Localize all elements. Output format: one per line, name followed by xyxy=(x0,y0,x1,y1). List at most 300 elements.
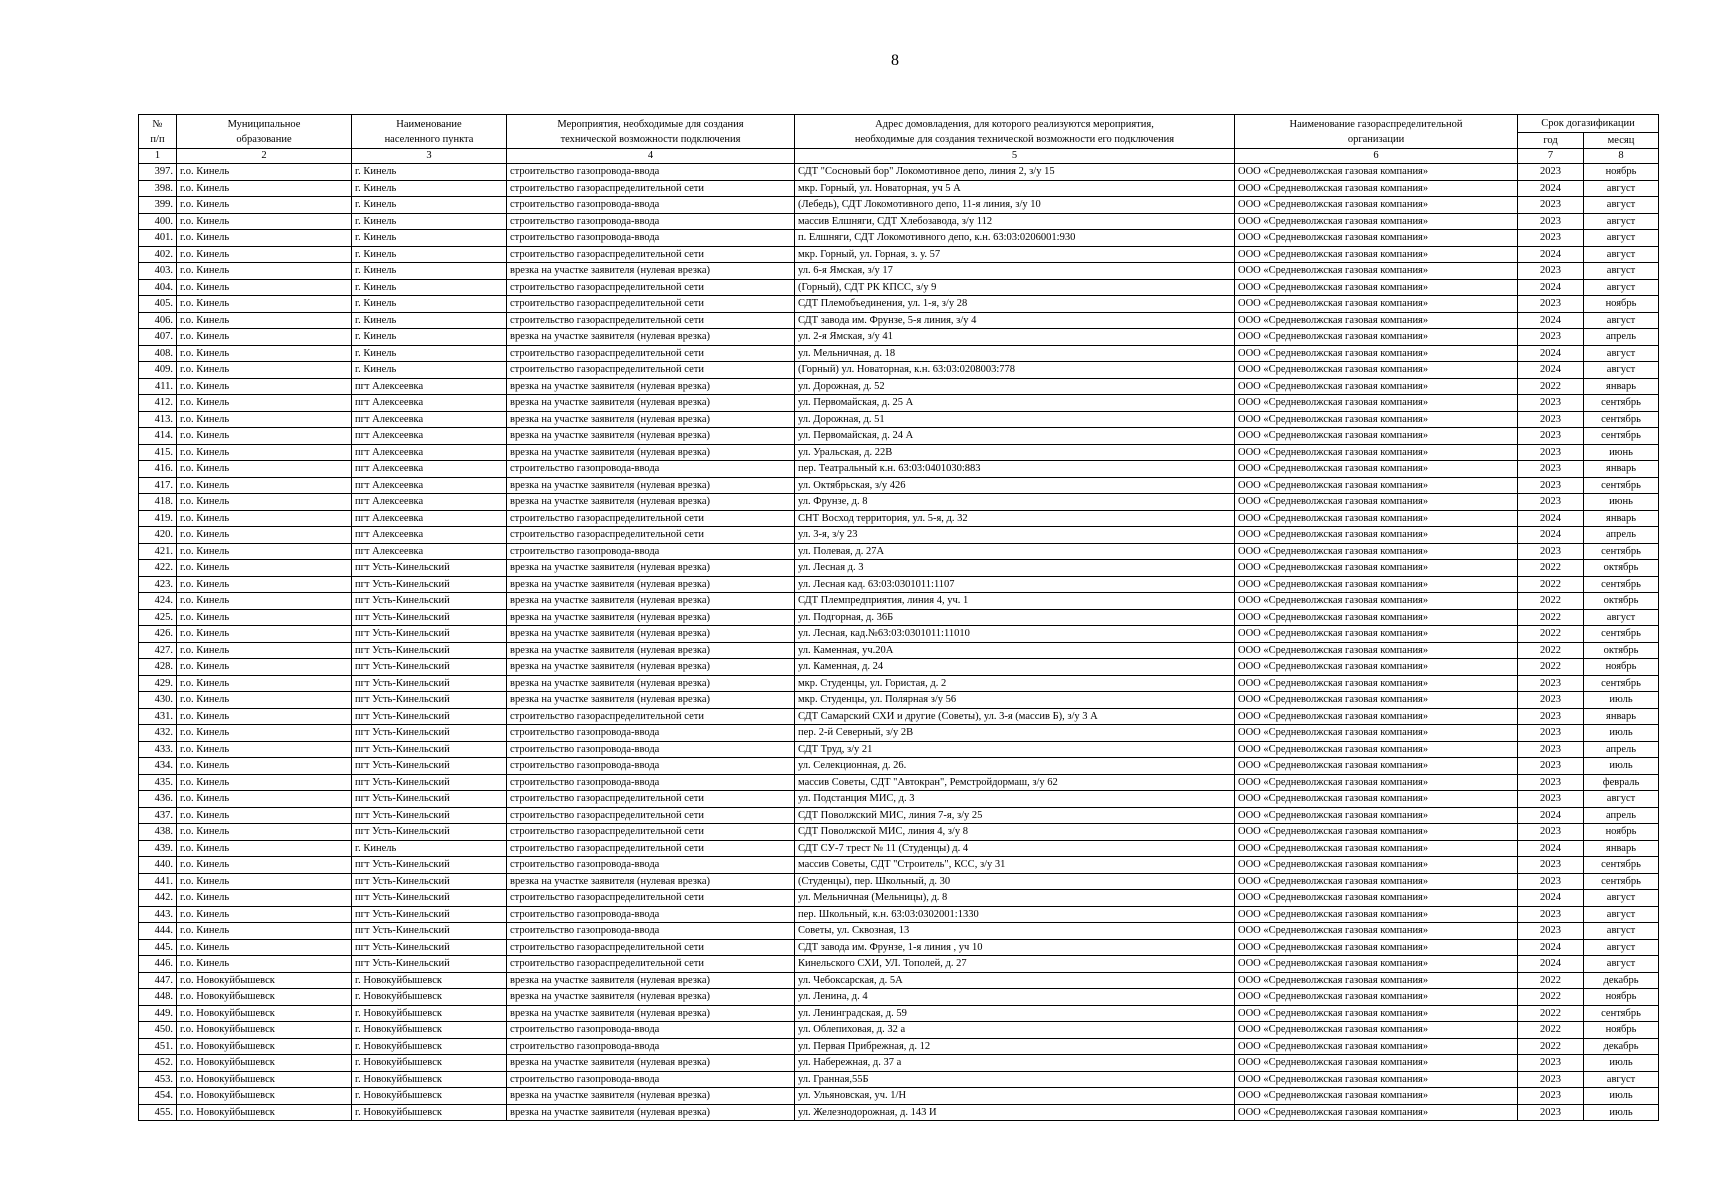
row-number: 434. xyxy=(139,758,177,775)
settlement-cell: пгт Усть-Кинельский xyxy=(352,659,507,676)
table-row xyxy=(139,692,1659,709)
row-number: 448. xyxy=(139,989,177,1006)
measure-cell: врезка на участке заявителя (нулевая врезка) xyxy=(507,626,795,643)
header-address xyxy=(795,115,1235,149)
address-cell: (Горный) ул. Новаторная, к.н. 63:03:0208003:778 xyxy=(795,362,1235,379)
measure-cell: строительство газопровода-ввода xyxy=(507,461,795,478)
year-cell: 2022 xyxy=(1518,378,1584,395)
organization-cell: ООО «Средневолжская газовая компания» xyxy=(1235,840,1518,857)
municipality-cell: г.о. Кинель xyxy=(177,758,352,775)
measure-cell: строительство газораспределительной сети xyxy=(507,791,795,808)
page-number: 8 xyxy=(891,52,899,69)
year-cell: 2023 xyxy=(1518,164,1584,181)
year-cell: 2023 xyxy=(1518,692,1584,709)
municipality-cell: г.о. Кинель xyxy=(177,395,352,412)
organization-cell: ООО «Средневолжская газовая компания» xyxy=(1235,279,1518,296)
municipality-cell: г.о. Кинель xyxy=(177,923,352,940)
address-cell: ул. Мельничная (Мельницы), д. 8 xyxy=(795,890,1235,907)
organization-cell: ООО «Средневолжская газовая компания» xyxy=(1235,659,1518,676)
organization-cell: ООО «Средневолжская газовая компания» xyxy=(1235,543,1518,560)
address-cell: ул. Подгорная, д. 36Б xyxy=(795,609,1235,626)
measure-cell: строительство газораспределительной сети xyxy=(507,180,795,197)
settlement-cell: пгт Усть-Кинельский xyxy=(352,576,507,593)
address-cell: мкр. Горный, ул. Горная, з. у. 57 xyxy=(795,246,1235,263)
year-cell: 2023 xyxy=(1518,213,1584,230)
organization-cell: ООО «Средневолжская газовая компания» xyxy=(1235,395,1518,412)
municipality-cell: г.о. Кинель xyxy=(177,312,352,329)
municipality-cell: г.о. Новокуйбышевск xyxy=(177,1038,352,1055)
municipality-cell: г.о. Кинель xyxy=(177,411,352,428)
month-cell: январь xyxy=(1584,461,1659,478)
month-cell: сентябрь xyxy=(1584,395,1659,412)
month-cell: ноябрь xyxy=(1584,296,1659,313)
month-cell: июль xyxy=(1584,725,1659,742)
month-cell: июль xyxy=(1584,758,1659,775)
organization-cell: ООО «Средневолжская газовая компания» xyxy=(1235,1038,1518,1055)
header-num xyxy=(139,115,177,149)
measure-cell: строительство газопровода-ввода xyxy=(507,741,795,758)
year-cell: 2022 xyxy=(1518,593,1584,610)
organization-cell: ООО «Средневолжская газовая компания» xyxy=(1235,758,1518,775)
year-cell: 2023 xyxy=(1518,923,1584,940)
month-cell: август xyxy=(1584,345,1659,362)
month-cell: сентябрь xyxy=(1584,543,1659,560)
row-number: 409. xyxy=(139,362,177,379)
month-cell: август xyxy=(1584,906,1659,923)
table-row xyxy=(139,972,1659,989)
settlement-cell: г. Кинель xyxy=(352,312,507,329)
settlement-cell: пгт Усть-Кинельский xyxy=(352,873,507,890)
measure-cell: строительство газораспределительной сети xyxy=(507,807,795,824)
row-number: 406. xyxy=(139,312,177,329)
row-number: 451. xyxy=(139,1038,177,1055)
municipality-cell: г.о. Кинель xyxy=(177,296,352,313)
address-cell: ул. Первомайская, д. 24 А xyxy=(795,428,1235,445)
year-cell: 2023 xyxy=(1518,725,1584,742)
municipality-cell: г.о. Кинель xyxy=(177,378,352,395)
table-row xyxy=(139,939,1659,956)
month-cell: декабрь xyxy=(1584,1038,1659,1055)
organization-cell: ООО «Средневолжская газовая компания» xyxy=(1235,411,1518,428)
address-cell: ул. Железнодорожная, д. 143 И xyxy=(795,1104,1235,1121)
month-cell: ноябрь xyxy=(1584,164,1659,181)
municipality-cell: г.о. Кинель xyxy=(177,543,352,560)
month-cell: январь xyxy=(1584,510,1659,527)
month-cell: апрель xyxy=(1584,741,1659,758)
settlement-cell: пгт Усть-Кинельский xyxy=(352,708,507,725)
row-number: 432. xyxy=(139,725,177,742)
month-cell: сентябрь xyxy=(1584,675,1659,692)
municipality-cell: г.о. Кинель xyxy=(177,725,352,742)
settlement-cell: пгт Усть-Кинельский xyxy=(352,642,507,659)
measure-cell: строительство газораспределительной сети xyxy=(507,279,795,296)
settlement-cell: пгт Алексеевка xyxy=(352,527,507,544)
address-cell: ул. Фрунзе, д. 8 xyxy=(795,494,1235,511)
table-row xyxy=(139,774,1659,791)
month-cell: ноябрь xyxy=(1584,659,1659,676)
month-cell: август xyxy=(1584,213,1659,230)
row-number: 436. xyxy=(139,791,177,808)
settlement-cell: г. Кинель xyxy=(352,362,507,379)
settlement-cell: г. Кинель xyxy=(352,230,507,247)
month-cell: август xyxy=(1584,197,1659,214)
year-cell: 2022 xyxy=(1518,989,1584,1006)
year-cell: 2023 xyxy=(1518,857,1584,874)
table-row xyxy=(139,1071,1659,1088)
row-number: 428. xyxy=(139,659,177,676)
municipality-cell: г.о. Кинель xyxy=(177,956,352,973)
header-month: месяц xyxy=(1584,133,1659,149)
municipality-cell: г.о. Кинель xyxy=(177,939,352,956)
column-number: 8 xyxy=(1584,149,1659,164)
municipality-cell: г.о. Кинель xyxy=(177,362,352,379)
month-cell: январь xyxy=(1584,840,1659,857)
settlement-cell: пгт Алексеевка xyxy=(352,477,507,494)
address-cell: Советы, ул. Сквозная, 13 xyxy=(795,923,1235,940)
address-cell: ул. Мельничная, д. 18 xyxy=(795,345,1235,362)
settlement-cell: пгт Усть-Кинельский xyxy=(352,906,507,923)
row-number: 411. xyxy=(139,378,177,395)
table-row xyxy=(139,791,1659,808)
row-number: 441. xyxy=(139,873,177,890)
municipality-cell: г.о. Новокуйбышевск xyxy=(177,1088,352,1105)
address-cell: ул. Уральская, д. 22В xyxy=(795,444,1235,461)
measure-cell: строительство газораспределительной сети xyxy=(507,708,795,725)
table-row xyxy=(139,164,1659,181)
organization-cell: ООО «Средневолжская газовая компания» xyxy=(1235,609,1518,626)
header-text: Наименование населенного пункта xyxy=(384,118,474,145)
row-number: 398. xyxy=(139,180,177,197)
measure-cell: строительство газораспределительной сети xyxy=(507,312,795,329)
municipality-cell: г.о. Кинель xyxy=(177,197,352,214)
organization-cell: ООО «Средневолжская газовая компания» xyxy=(1235,1104,1518,1121)
row-number: 414. xyxy=(139,428,177,445)
address-cell: пер. Театральный к.н. 63:03:0401030:883 xyxy=(795,461,1235,478)
settlement-cell: пгт Усть-Кинельский xyxy=(352,807,507,824)
address-cell: ул. Набережная, д. 37 а xyxy=(795,1055,1235,1072)
month-cell: август xyxy=(1584,609,1659,626)
organization-cell: ООО «Средневолжская газовая компания» xyxy=(1235,989,1518,1006)
municipality-cell: г.о. Кинель xyxy=(177,246,352,263)
address-cell: (Горный), СДТ РК КПСС, з/у 9 xyxy=(795,279,1235,296)
header-text: Муниципальное образование xyxy=(227,118,301,145)
month-cell: август xyxy=(1584,890,1659,907)
address-cell: ул. Дорожная, д. 52 xyxy=(795,378,1235,395)
year-cell: 2024 xyxy=(1518,510,1584,527)
address-cell: ул. Чебоксарская, д. 5А xyxy=(795,972,1235,989)
address-cell: СДТ Поволжской МИС, линия 4, з/у 8 xyxy=(795,824,1235,841)
year-cell: 2023 xyxy=(1518,1104,1584,1121)
address-cell: ул. Октябрьская, з/у 426 xyxy=(795,477,1235,494)
row-number: 438. xyxy=(139,824,177,841)
address-cell: СНТ Восход территория, ул. 5-я, д. 32 xyxy=(795,510,1235,527)
row-number: 401. xyxy=(139,230,177,247)
settlement-cell: г. Новокуйбышевск xyxy=(352,1071,507,1088)
measure-cell: строительство газопровода-ввода xyxy=(507,1022,795,1039)
year-cell: 2024 xyxy=(1518,246,1584,263)
address-cell: (Лебедь), СДТ Локомотивного депо, 11-я линия, з/у 10 xyxy=(795,197,1235,214)
organization-cell: ООО «Средневолжская газовая компания» xyxy=(1235,692,1518,709)
organization-cell: ООО «Средневолжская газовая компания» xyxy=(1235,791,1518,808)
measure-cell: врезка на участке заявителя (нулевая врезка) xyxy=(507,989,795,1006)
month-cell: сентябрь xyxy=(1584,857,1659,874)
measure-cell: строительство газораспределительной сети xyxy=(507,840,795,857)
settlement-cell: г. Новокуйбышевск xyxy=(352,1055,507,1072)
table-row xyxy=(139,246,1659,263)
month-cell: октябрь xyxy=(1584,560,1659,577)
table-row xyxy=(139,197,1659,214)
measure-cell: строительство газораспределительной сети xyxy=(507,527,795,544)
row-number: 435. xyxy=(139,774,177,791)
municipality-cell: г.о. Кинель xyxy=(177,576,352,593)
table-body xyxy=(139,164,1659,1121)
month-cell: июнь xyxy=(1584,444,1659,461)
table-row xyxy=(139,725,1659,742)
measure-cell: врезка на участке заявителя (нулевая врезка) xyxy=(507,477,795,494)
municipality-cell: г.о. Кинель xyxy=(177,675,352,692)
organization-cell: ООО «Средневолжская газовая компания» xyxy=(1235,362,1518,379)
month-cell: апрель xyxy=(1584,807,1659,824)
measure-cell: строительство газораспределительной сети xyxy=(507,510,795,527)
municipality-cell: г.о. Новокуйбышевск xyxy=(177,989,352,1006)
municipality-cell: г.о. Кинель xyxy=(177,873,352,890)
settlement-cell: пгт Алексеевка xyxy=(352,378,507,395)
table-row xyxy=(139,1038,1659,1055)
measure-cell: строительство газопровода-ввода xyxy=(507,543,795,560)
month-cell: июль xyxy=(1584,1088,1659,1105)
month-cell: ноябрь xyxy=(1584,1022,1659,1039)
year-cell: 2023 xyxy=(1518,395,1584,412)
organization-cell: ООО «Средневолжская газовая компания» xyxy=(1235,461,1518,478)
table-row xyxy=(139,824,1659,841)
address-cell: СДТ Труд, з/у 21 xyxy=(795,741,1235,758)
municipality-cell: г.о. Новокуйбышевск xyxy=(177,972,352,989)
table-row xyxy=(139,411,1659,428)
month-cell: сентябрь xyxy=(1584,1005,1659,1022)
address-cell: ул. Лесная, кад.№63:03:0301011:11010 xyxy=(795,626,1235,643)
table-row xyxy=(139,1088,1659,1105)
month-cell: август xyxy=(1584,180,1659,197)
settlement-cell: пгт Усть-Кинельский xyxy=(352,758,507,775)
municipality-cell: г.о. Кинель xyxy=(177,824,352,841)
municipality-cell: г.о. Кинель xyxy=(177,890,352,907)
address-cell: массив Советы, СДТ "Строитель", КСС, з/у 31 xyxy=(795,857,1235,874)
organization-cell: ООО «Средневолжская газовая компания» xyxy=(1235,230,1518,247)
organization-cell: ООО «Средневолжская газовая компания» xyxy=(1235,593,1518,610)
address-cell: СДТ завода им. Фрунзе, 1-я линия , уч 10 xyxy=(795,939,1235,956)
municipality-cell: г.о. Кинель xyxy=(177,527,352,544)
year-cell: 2022 xyxy=(1518,576,1584,593)
month-cell: сентябрь xyxy=(1584,873,1659,890)
measure-cell: врезка на участке заявителя (нулевая врезка) xyxy=(507,494,795,511)
measure-cell: врезка на участке заявителя (нулевая врезка) xyxy=(507,609,795,626)
address-cell: массив Елшняги, СДТ Хлебозавода, з/у 112 xyxy=(795,213,1235,230)
table-row xyxy=(139,675,1659,692)
measure-cell: врезка на участке заявителя (нулевая врезка) xyxy=(507,1088,795,1105)
address-cell: ул. Ульяновская, уч. 1/Н xyxy=(795,1088,1235,1105)
settlement-cell: пгт Алексеевка xyxy=(352,395,507,412)
month-cell: сентябрь xyxy=(1584,576,1659,593)
year-cell: 2023 xyxy=(1518,197,1584,214)
table-row xyxy=(139,279,1659,296)
measure-cell: строительство газопровода-ввода xyxy=(507,213,795,230)
month-cell: октябрь xyxy=(1584,642,1659,659)
organization-cell: ООО «Средневолжская газовая компания» xyxy=(1235,642,1518,659)
municipality-cell: г.о. Кинель xyxy=(177,345,352,362)
year-cell: 2023 xyxy=(1518,263,1584,280)
settlement-cell: пгт Алексеевка xyxy=(352,411,507,428)
table-row xyxy=(139,890,1659,907)
month-cell: сентябрь xyxy=(1584,477,1659,494)
settlement-cell: пгт Усть-Кинельский xyxy=(352,692,507,709)
measure-cell: строительство газопровода-ввода xyxy=(507,774,795,791)
year-cell: 2023 xyxy=(1518,296,1584,313)
year-cell: 2023 xyxy=(1518,543,1584,560)
municipality-cell: г.о. Новокуйбышевск xyxy=(177,1055,352,1072)
address-cell: СДТ Племобъединения, ул. 1-я, з/у 28 xyxy=(795,296,1235,313)
table-row xyxy=(139,1005,1659,1022)
measure-cell: строительство газопровода-ввода xyxy=(507,230,795,247)
month-cell: август xyxy=(1584,263,1659,280)
measure-cell: врезка на участке заявителя (нулевая врезка) xyxy=(507,428,795,445)
settlement-cell: пгт Усть-Кинельский xyxy=(352,824,507,841)
measure-cell: врезка на участке заявителя (нулевая врезка) xyxy=(507,675,795,692)
row-number: 405. xyxy=(139,296,177,313)
settlement-cell: пгт Алексеевка xyxy=(352,444,507,461)
year-cell: 2022 xyxy=(1518,560,1584,577)
settlement-cell: г. Новокуйбышевск xyxy=(352,989,507,1006)
address-cell: ул. Гранная,55Б xyxy=(795,1071,1235,1088)
municipality-cell: г.о. Кинель xyxy=(177,906,352,923)
table-row xyxy=(139,230,1659,247)
measure-cell: строительство газораспределительной сети xyxy=(507,956,795,973)
row-number: 437. xyxy=(139,807,177,824)
settlement-cell: г. Новокуйбышевск xyxy=(352,1005,507,1022)
measure-cell: строительство газораспределительной сети xyxy=(507,939,795,956)
settlement-cell: г. Новокуйбышевск xyxy=(352,1104,507,1121)
column-number: 7 xyxy=(1518,149,1584,164)
row-number: 403. xyxy=(139,263,177,280)
table-row xyxy=(139,642,1659,659)
row-number: 420. xyxy=(139,527,177,544)
month-cell: январь xyxy=(1584,378,1659,395)
address-cell: ул. Селекционная, д. 26. xyxy=(795,758,1235,775)
year-cell: 2023 xyxy=(1518,1088,1584,1105)
settlement-cell: г. Кинель xyxy=(352,329,507,346)
year-cell: 2024 xyxy=(1518,527,1584,544)
year-cell: 2023 xyxy=(1518,824,1584,841)
settlement-cell: пгт Усть-Кинельский xyxy=(352,609,507,626)
measure-cell: врезка на участке заявителя (нулевая врезка) xyxy=(507,378,795,395)
municipality-cell: г.о. Кинель xyxy=(177,230,352,247)
settlement-cell: г. Кинель xyxy=(352,279,507,296)
organization-cell: ООО «Средневолжская газовая компания» xyxy=(1235,312,1518,329)
month-cell: август xyxy=(1584,923,1659,940)
table-row xyxy=(139,923,1659,940)
municipality-cell: г.о. Кинель xyxy=(177,180,352,197)
table-row xyxy=(139,741,1659,758)
address-cell: ул. 3-я, з/у 23 xyxy=(795,527,1235,544)
month-cell: август xyxy=(1584,279,1659,296)
measure-cell: врезка на участке заявителя (нулевая врезка) xyxy=(507,395,795,412)
address-cell: ул. Подстанция МИС, д. 3 xyxy=(795,791,1235,808)
year-cell: 2024 xyxy=(1518,345,1584,362)
month-cell: август xyxy=(1584,246,1659,263)
municipality-cell: г.о. Кинель xyxy=(177,477,352,494)
row-number: 443. xyxy=(139,906,177,923)
municipality-cell: г.о. Кинель xyxy=(177,461,352,478)
address-cell: п. Елшняги, СДТ Локомотивного депо, к.н. 63:03:0206001:930 xyxy=(795,230,1235,247)
table-row xyxy=(139,956,1659,973)
header-year: год xyxy=(1518,133,1584,149)
address-cell: (Студенцы), пер. Школьный, д. 30 xyxy=(795,873,1235,890)
settlement-cell: г. Новокуйбышевск xyxy=(352,1088,507,1105)
column-number: 4 xyxy=(507,149,795,164)
table-row xyxy=(139,906,1659,923)
row-number: 413. xyxy=(139,411,177,428)
settlement-cell: г. Новокуйбышевск xyxy=(352,1022,507,1039)
organization-cell: ООО «Средневолжская газовая компания» xyxy=(1235,213,1518,230)
table-row xyxy=(139,510,1659,527)
measure-cell: строительство газопровода-ввода xyxy=(507,758,795,775)
year-cell: 2022 xyxy=(1518,626,1584,643)
measure-cell: строительство газораспределительной сети xyxy=(507,296,795,313)
row-number: 431. xyxy=(139,708,177,725)
address-cell: ул. Ленинградская, д. 59 xyxy=(795,1005,1235,1022)
row-number: 453. xyxy=(139,1071,177,1088)
table-row xyxy=(139,378,1659,395)
measure-cell: врезка на участке заявителя (нулевая врезка) xyxy=(507,692,795,709)
settlement-cell: г. Кинель xyxy=(352,296,507,313)
table-row xyxy=(139,989,1659,1006)
measure-cell: врезка на участке заявителя (нулевая врезка) xyxy=(507,972,795,989)
organization-cell: ООО «Средневолжская газовая компания» xyxy=(1235,956,1518,973)
month-cell: октябрь xyxy=(1584,593,1659,610)
row-number: 397. xyxy=(139,164,177,181)
row-number: 425. xyxy=(139,609,177,626)
organization-cell: ООО «Средневолжская газовая компания» xyxy=(1235,873,1518,890)
row-number: 422. xyxy=(139,560,177,577)
address-cell: СДТ Поволжский МИС, линия 7-я, з/у 25 xyxy=(795,807,1235,824)
organization-cell: ООО «Средневолжская газовая компания» xyxy=(1235,741,1518,758)
month-cell: август xyxy=(1584,312,1659,329)
measure-cell: врезка на участке заявителя (нулевая врезка) xyxy=(507,263,795,280)
table-row xyxy=(139,263,1659,280)
month-cell: август xyxy=(1584,362,1659,379)
settlement-cell: г. Новокуйбышевск xyxy=(352,972,507,989)
measure-cell: врезка на участке заявителя (нулевая врезка) xyxy=(507,329,795,346)
address-cell: массив Советы, СДТ "Автокран", Ремстройдормаш, з/у 62 xyxy=(795,774,1235,791)
table-row xyxy=(139,494,1659,511)
municipality-cell: г.о. Кинель xyxy=(177,279,352,296)
organization-cell: ООО «Средневолжская газовая компания» xyxy=(1235,164,1518,181)
organization-cell: ООО «Средневолжская газовая компания» xyxy=(1235,857,1518,874)
measure-cell: строительство газопровода-ввода xyxy=(507,857,795,874)
row-number: 450. xyxy=(139,1022,177,1039)
settlement-cell: г. Новокуйбышевск xyxy=(352,1038,507,1055)
municipality-cell: г.о. Новокуйбышевск xyxy=(177,1104,352,1121)
table-row xyxy=(139,1055,1659,1072)
settlement-cell: г. Кинель xyxy=(352,164,507,181)
municipality-cell: г.о. Новокуйбышевск xyxy=(177,1022,352,1039)
organization-cell: ООО «Средневолжская газовая компания» xyxy=(1235,527,1518,544)
organization-cell: ООО «Средневолжская газовая компания» xyxy=(1235,494,1518,511)
table-row xyxy=(139,1104,1659,1121)
table-row xyxy=(139,873,1659,890)
row-number: 408. xyxy=(139,345,177,362)
table-row xyxy=(139,345,1659,362)
row-number: 424. xyxy=(139,593,177,610)
